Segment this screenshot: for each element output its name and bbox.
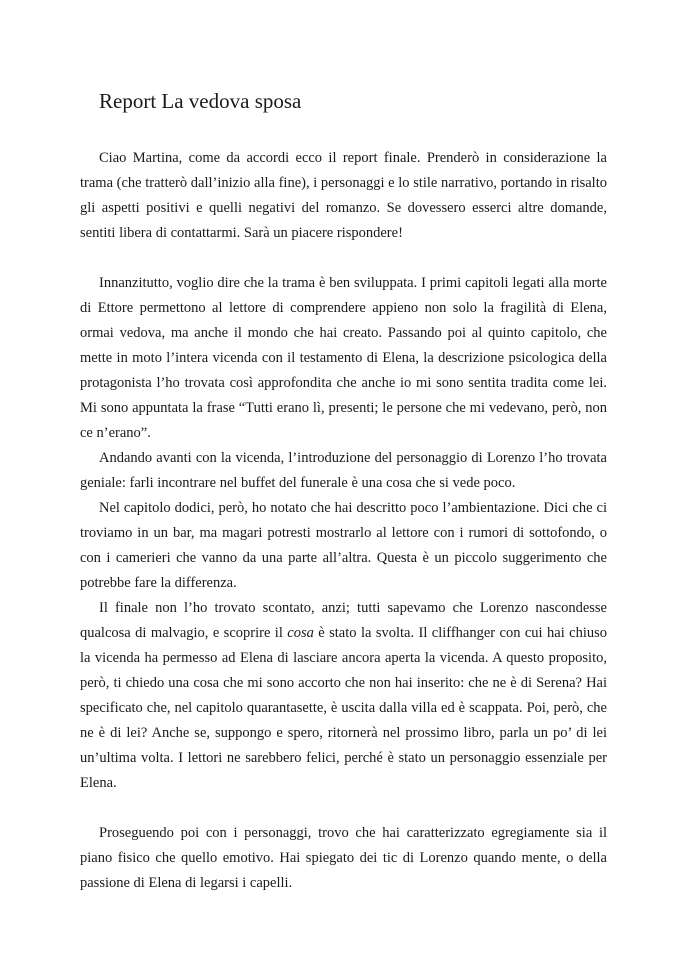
paragraph-ending [80, 596, 607, 796]
paragraph-lorenzo: Andando avanti con la vicenda, l’introduzione del personaggio di Lorenzo l’ho trovata geniale: farli incontrare nel buffet del funerale è una cosa che si vede poco. [80, 450, 607, 491]
paragraph-ending-text-end: è stato la svolta. Il cliffhanger con cui hai chiuso la vicenda ha permesso ad Elena di lasciare ancora aperta la vicenda. A questo proposito, però, ti chiedo una cosa che mi sono accorto che non hai inserito: che ne è di Serena? Hai specificato che, nel capitolo quarantasette, è uscita dalla villa ed è scappata. Poi, però, che ne è di lei? Anche se, suppongo e spero, ritornerà nel prossimo libro, parla un po’ di lei un’ultima volta. I lettori ne sarebbero felici, perché è stato un personaggio essenziale per Elena. [80, 625, 607, 791]
emphasized-word: cosa [287, 625, 314, 641]
document-body [80, 146, 607, 896]
paragraph-ending-text-start: Il finale non l’ho trovato scontato, anzi; tutti sapevamo che Lorenzo nascondesse qualcosa di malvagio, e scoprire il [80, 600, 607, 641]
paragraph-characters: Proseguendo poi con i personaggi, trovo che hai caratterizzato egregiamente sia il piano fisico che quello emotivo. Hai spiegato dei tic di Lorenzo quando mente, o della passione di Elena di legarsi i capelli. [80, 825, 607, 891]
paragraph-plot: Innanzitutto, voglio dire che la trama è ben sviluppata. I primi capitoli legati alla morte di Ettore permettono al lettore di comprendere appieno non solo la fragilità di Elena, ormai vedova, ma anche il mondo che hai creato. Passando poi al quinto capitolo, che mette in moto l’intera vicenda con il testamento di Elena, la descrizione psicologica della protagonista l’ho trovata così approfondita che anche io mi sono sentita tradita come lei. Mi sono appuntata la frase “Tutti erano lì, presenti; le persone che mi vedevano, però, non ce n’erano”. [80, 275, 607, 441]
paragraph-intro: Ciao Martina, come da accordi ecco il report finale. Prenderò in considerazione la trama (che tratterò dall’inizio alla fine), i personaggi e lo stile narrativo, portando in risalto gli aspetti positivi e quelli negativi del romanzo. Se dovessero esserci altre domande, sentiti libera di contattarmi. Sarà un piacere rispondere! [80, 150, 607, 241]
document-title: Report La vedova sposa [99, 89, 302, 113]
paragraph-chapter-twelve: Nel capitolo dodici, però, ho notato che hai descritto poco l’ambientazione. Dici che ci troviamo in un bar, ma magari potresti mostrarlo al lettore con i rumori di sottofondo, o con i camerieri che vanno da una parte all’altra. Questa è un piccolo suggerimento che potrebbe fare la differenza. [80, 500, 607, 591]
